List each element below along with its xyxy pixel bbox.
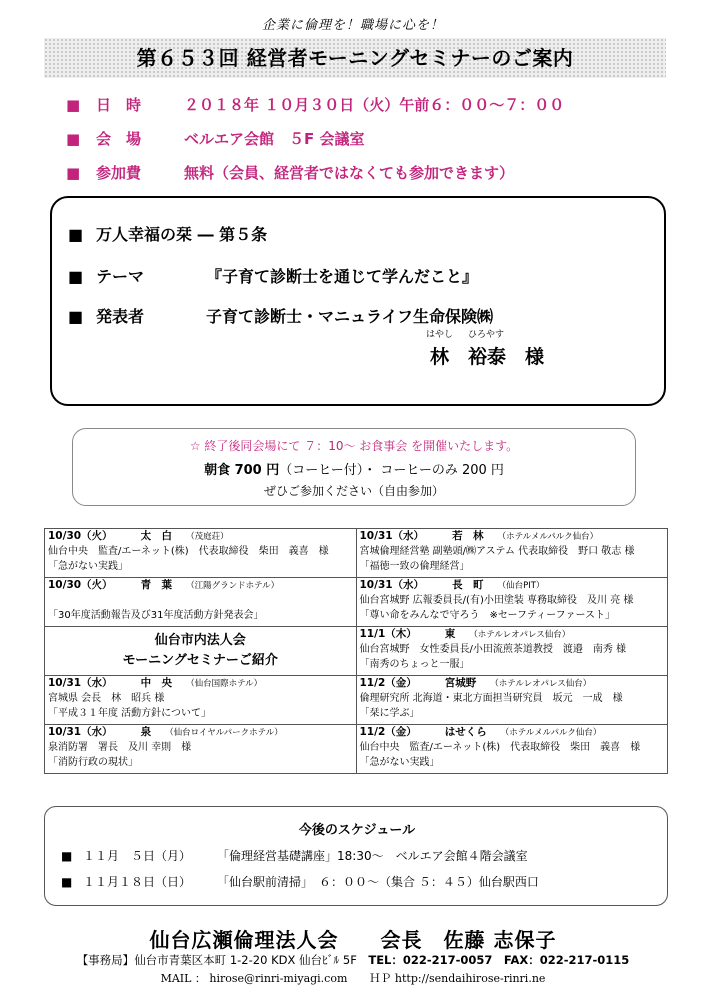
- cell-speaker: [45, 593, 356, 608]
- cell-speaker: 仙台宮城野 女性委員長/小田流煎茶道教授 渡邉 南秀 様: [359, 644, 627, 655]
- breakfast-price-rest: （コーヒー付）・ コーヒーのみ 200 円: [279, 463, 504, 478]
- cell-date: 11/1（木）: [359, 628, 417, 640]
- furigana-family: はやし: [426, 330, 454, 340]
- card-row-chapter: [68, 222, 267, 245]
- schedule-text: 「仙台駅前清掃」 ６：００～（集合 ５：４５）仙台駅西口: [217, 875, 539, 889]
- card-value: 『子育て診断士を通じて学んだこと』: [206, 267, 479, 286]
- cell-topic: 「急がない実践」: [359, 757, 440, 768]
- cell-area: 中 央: [140, 677, 173, 689]
- cell-area: 宮城野: [444, 677, 477, 689]
- schedule-item: [61, 847, 528, 864]
- cell-venue: （仙台国際ホテル）: [186, 679, 263, 689]
- cell-area: はせくら: [444, 726, 487, 738]
- seminar-cell: [356, 529, 668, 578]
- office-info: [0, 952, 706, 968]
- cell-speaker: 宮城倫理経営塾 副塾頭/㈱アステム 代表取締役 野口 敬志 様: [359, 546, 635, 557]
- card-row-theme: [68, 264, 478, 287]
- card-value: 子育て診断士・マニュライフ生命保険㈱: [206, 307, 494, 326]
- cell-speaker: 宮城県 会長 林 昭兵 様: [48, 693, 165, 704]
- cell-area: 青 葉: [140, 579, 173, 591]
- cell-topic: 「急がない実践」: [48, 561, 128, 572]
- cell-topic: 「南秀のちょっと一服」: [359, 659, 470, 670]
- organization-name: 仙台広瀬倫理法人会 会長 佐藤 志保子: [149, 928, 557, 952]
- info-row-datetime: [66, 94, 564, 115]
- cell-date: 10/30（火）: [48, 579, 113, 591]
- cell-speaker: 倫理研究所 北海道・東北方面担当研究員 坂元 一成 様: [359, 693, 623, 704]
- bullet-icon: ■: [68, 267, 84, 286]
- bullet-icon: ■: [66, 130, 81, 148]
- cell-area: 太 白: [140, 530, 173, 542]
- card-label: 万人幸福の栞 ― 第５条: [96, 225, 268, 244]
- seminar-cell: [356, 725, 668, 774]
- cell-speaker: 泉消防署 署長 及川 幸則 様: [48, 742, 192, 753]
- card-label: テーマ: [96, 267, 145, 286]
- breakfast-notice: [72, 428, 636, 506]
- furigana-given: ひろやす: [468, 330, 505, 340]
- cell-speaker: 仙台中央 監査/エーネット(株) 代表取締役 柴田 義喜 様: [48, 546, 329, 557]
- info-value: 無料（会員、経営者ではなくても参加できます）: [184, 164, 515, 182]
- office-label: 【事務局】: [76, 953, 135, 967]
- cell-topic: 「消防行政の現状」: [48, 757, 138, 768]
- office-tel-fax: TEL：022-217-0057 FAX：022-217-0115: [368, 953, 630, 967]
- seminar-cell: [45, 725, 357, 774]
- schedule-box: [44, 806, 668, 906]
- info-row-fee: [66, 162, 514, 183]
- cell-topic: 「栞に学ぶ」: [359, 708, 420, 719]
- page-title: 第６５３回 経営者モーニングセミナーのご案内: [44, 38, 666, 78]
- cell-venue: （ホテルレオパレス仙台）: [469, 630, 571, 640]
- cell-venue: （ホテルメルパルク仙台）: [497, 532, 599, 542]
- cell-venue: （仙台PIT）: [497, 581, 545, 591]
- intro-line-2: モーニングセミナーご紹介: [122, 653, 278, 668]
- cell-venue: （茂庭荘）: [186, 532, 229, 542]
- cell-topic: 「30年度活動報告及び31年度活動方針発表会」: [48, 610, 264, 621]
- bullet-icon: ■: [68, 307, 84, 326]
- schedule-text: 「倫理経営基礎講座」18:30～ ベルエア会館４階会議室: [217, 849, 528, 863]
- schedule-title: 今後のスケジュール: [298, 823, 416, 838]
- schedule-date: １１月１８日（日）: [83, 875, 192, 889]
- info-value: ２０１８年 １０月３０日（火）午前６：００～７：００: [184, 96, 565, 114]
- contact-mail: MAIL ： hirose@rinri-miyagi.com ＨＰ http://sendaihirose-rinri.ne: [160, 972, 546, 985]
- bullet-icon: ■: [68, 225, 84, 244]
- cell-area: 若 林: [452, 530, 484, 542]
- cell-area: 泉: [140, 726, 152, 738]
- breakfast-price: 朝食 700 円: [204, 463, 280, 478]
- info-label: 会 場: [96, 130, 142, 148]
- seminar-grid: [44, 528, 668, 774]
- seminar-cell: [356, 676, 668, 725]
- cell-speaker: 仙台中央 監査/エーネット(株) 代表取締役 柴田 義喜 様: [359, 742, 641, 753]
- cell-date: 10/31（水）: [48, 677, 113, 689]
- grid-row: [45, 725, 668, 774]
- card-label: 発表者: [96, 307, 145, 326]
- seminar-cell: [356, 578, 668, 627]
- cell-date: 11/2（金）: [359, 677, 417, 689]
- info-label: 参加費: [96, 164, 142, 182]
- cell-area: 長 町: [452, 579, 484, 591]
- cell-topic: 「平成３１年度 活動方針について」: [48, 708, 211, 719]
- grid-row: [45, 676, 668, 725]
- seminar-cell: [45, 529, 357, 578]
- card-row-speaker: [68, 304, 493, 327]
- speaker-name: 林 裕泰 様: [430, 346, 545, 368]
- cell-area: 東: [444, 628, 456, 640]
- schedule-item: [61, 873, 539, 890]
- info-row-venue: [66, 128, 364, 149]
- cell-date: 10/31（水）: [359, 579, 425, 591]
- cell-venue: （ホテルレオパレス仙台）: [490, 679, 592, 689]
- cell-speaker: 仙台宮城野 広報委員長/(有)小田塗装 専務取締役 及川 亮 様: [359, 595, 634, 606]
- info-value: ベルエア会館 ５F 会議室: [184, 130, 365, 148]
- cell-topic: 「福徳一致の倫理経営」: [359, 561, 470, 572]
- office-address: 仙台市青葉区本町 1-2-20 KDX 仙台ﾋﾞﾙ 5F: [134, 953, 357, 967]
- breakfast-line-3: ぜひご参加ください（自由参加）: [263, 484, 444, 498]
- bullet-icon: ■: [66, 96, 81, 114]
- cell-date: 11/2（金）: [359, 726, 417, 738]
- cell-venue: （江陽グランドホテル）: [186, 581, 280, 591]
- grid-row: [45, 529, 668, 578]
- cell-date: 10/30（火）: [48, 530, 113, 542]
- cell-date: 10/31（水）: [48, 726, 113, 738]
- bullet-icon: ■: [61, 849, 73, 863]
- tagline: 企業に倫理を！職場に心を！: [261, 18, 444, 33]
- bullet-icon: ■: [61, 875, 73, 889]
- cell-topic: 「尊い命をみんなで守ろう ※セーフティーファースト」: [359, 610, 615, 621]
- seminar-cell: [45, 676, 357, 725]
- seminar-cell: [45, 578, 357, 627]
- info-label: 日 時: [96, 96, 142, 114]
- seminar-cell: [356, 627, 668, 676]
- intro-line-1: 仙台市内法人会: [154, 633, 246, 648]
- cell-venue: （仙台ロイヤルパークホテル）: [165, 728, 283, 738]
- bullet-icon: ■: [66, 164, 81, 182]
- grid-row: [45, 578, 668, 627]
- intro-cell: [45, 627, 357, 676]
- breakfast-line-1: ☆ 終了後同会場にて ７：10～ お食事会 を開催いたします。: [189, 439, 519, 453]
- schedule-date: １１月 ５日（月）: [83, 849, 192, 863]
- grid-row: [45, 627, 668, 676]
- cell-venue: （ホテルメルパルク仙台）: [500, 728, 602, 738]
- cell-date: 10/31（水）: [359, 530, 425, 542]
- breakfast-line-2: [73, 459, 635, 478]
